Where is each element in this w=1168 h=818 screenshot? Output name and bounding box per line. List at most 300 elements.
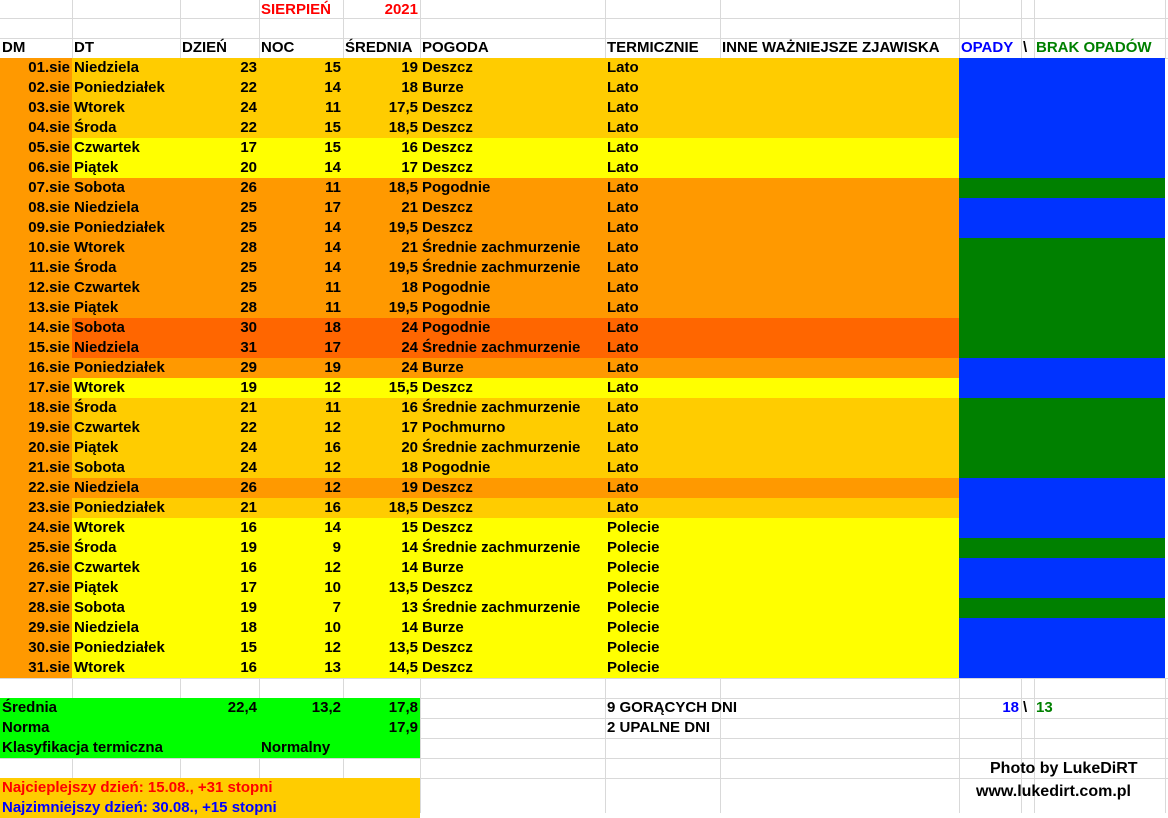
- cell-avg: 17: [343, 158, 420, 178]
- cell-dt: Czwartek: [72, 558, 180, 578]
- cell-night: 10: [259, 618, 343, 638]
- cell-night: 12: [259, 378, 343, 398]
- cell-avg: 16: [343, 398, 420, 418]
- cell-dm: 17.sie: [0, 378, 72, 398]
- cell-thermal: Lato: [605, 158, 720, 178]
- cell-dt: Piątek: [72, 158, 180, 178]
- cell-day: 21: [180, 398, 259, 418]
- cell-thermal: Lato: [605, 198, 720, 218]
- cell-thermal: Lato: [605, 58, 720, 78]
- rain-marker: [959, 478, 1165, 498]
- cell-day: 31: [180, 338, 259, 358]
- cell-thermal: Lato: [605, 358, 720, 378]
- cell-other: [720, 238, 959, 258]
- cell-night: 14: [259, 158, 343, 178]
- cell-day: 28: [180, 298, 259, 318]
- cell-thermal: Polecie: [605, 538, 720, 558]
- cell-avg: 19: [343, 478, 420, 498]
- rain-marker: [959, 158, 1165, 178]
- cell-other: [720, 118, 959, 138]
- cell-day: 16: [180, 658, 259, 678]
- cell-weather: Pogodnie: [420, 278, 605, 298]
- cell-night: 9: [259, 538, 343, 558]
- cell-dm: 25.sie: [0, 538, 72, 558]
- header-avg: ŚREDNIA: [345, 39, 413, 56]
- cell-night: 14: [259, 258, 343, 278]
- hot-days: 9 GORĄCYCH DNI: [607, 699, 738, 716]
- cell-other: [720, 418, 959, 438]
- no-rain-marker: [959, 338, 1165, 358]
- cell-thermal: Lato: [605, 418, 720, 438]
- cell-weather: Burze: [420, 618, 605, 638]
- cell-thermal: Lato: [605, 218, 720, 238]
- cell-weather: Średnie zachmurzenie: [420, 238, 605, 258]
- cell-dm: 26.sie: [0, 558, 72, 578]
- cell-other: [720, 158, 959, 178]
- cell-dt: Niedziela: [72, 618, 180, 638]
- month-title: SIERPIEŃ: [261, 1, 332, 18]
- norain-count: 13: [1036, 699, 1053, 716]
- cell-day: 21: [180, 498, 259, 518]
- warmest-day: Najcieplejszy dzień: 15.08., +31 stopni: [0, 778, 420, 798]
- header-other: INNE WAŻNIEJSZE ZJAWISKA: [722, 39, 940, 56]
- cell-night: 11: [259, 178, 343, 198]
- cell-night: 10: [259, 578, 343, 598]
- cell-day: 16: [180, 518, 259, 538]
- cell-other: [720, 558, 959, 578]
- cell-day: 22: [180, 118, 259, 138]
- rain-marker: [959, 78, 1165, 98]
- cell-dm: 24.sie: [0, 518, 72, 538]
- cell-dm: 29.sie: [0, 618, 72, 638]
- cell-other: [720, 578, 959, 598]
- cell-other: [720, 438, 959, 458]
- cell-other: [720, 378, 959, 398]
- cell-dm: 27.sie: [0, 578, 72, 598]
- rain-marker: [959, 578, 1165, 598]
- cell-other: [720, 358, 959, 378]
- cell-day: 24: [180, 458, 259, 478]
- cell-weather: Deszcz: [420, 218, 605, 238]
- no-rain-marker: [959, 418, 1165, 438]
- cell-day: 19: [180, 538, 259, 558]
- no-rain-marker: [959, 398, 1165, 418]
- cell-night: 14: [259, 238, 343, 258]
- cell-other: [720, 78, 959, 98]
- cell-day: 24: [180, 438, 259, 458]
- cell-avg: 18,5: [343, 118, 420, 138]
- cell-night: 17: [259, 198, 343, 218]
- cell-other: [720, 618, 959, 638]
- grid-line: [0, 18, 1168, 19]
- cell-weather: Pogodnie: [420, 298, 605, 318]
- cell-weather: Pogodnie: [420, 458, 605, 478]
- cell-avg: 18: [343, 458, 420, 478]
- cell-night: 13: [259, 658, 343, 678]
- cell-day: 19: [180, 598, 259, 618]
- cell-dt: Poniedziałek: [72, 638, 180, 658]
- header-sep: \: [1023, 39, 1028, 56]
- no-rain-marker: [959, 538, 1165, 558]
- header-weather: POGODA: [422, 39, 489, 56]
- avg-day: 22,4: [180, 698, 259, 718]
- cell-day: 25: [180, 258, 259, 278]
- cell-day: 18: [180, 618, 259, 638]
- cell-dt: Środa: [72, 398, 180, 418]
- cell-weather: Średnie zachmurzenie: [420, 598, 605, 618]
- cell-other: [720, 178, 959, 198]
- cell-dm: 10.sie: [0, 238, 72, 258]
- cell-weather: Burze: [420, 358, 605, 378]
- cell-other: [720, 218, 959, 238]
- cell-other: [720, 658, 959, 678]
- cell-dt: Wtorek: [72, 518, 180, 538]
- cell-dm: 01.sie: [0, 58, 72, 78]
- cell-day: 29: [180, 358, 259, 378]
- rain-marker: [959, 358, 1165, 378]
- no-rain-marker: [959, 598, 1165, 618]
- cell-day: 15: [180, 638, 259, 658]
- cell-weather: Burze: [420, 558, 605, 578]
- cell-dm: 15.sie: [0, 338, 72, 358]
- cell-weather: Burze: [420, 78, 605, 98]
- cell-weather: Deszcz: [420, 378, 605, 398]
- cell-avg: 16: [343, 138, 420, 158]
- cell-thermal: Lato: [605, 298, 720, 318]
- cell-dm: 23.sie: [0, 498, 72, 518]
- cell-dt: Wtorek: [72, 98, 180, 118]
- no-rain-marker: [959, 238, 1165, 258]
- cell-dt: Czwartek: [72, 138, 180, 158]
- cell-thermal: Lato: [605, 318, 720, 338]
- cell-avg: 17: [343, 418, 420, 438]
- cell-night: 11: [259, 298, 343, 318]
- norm-label: Norma: [0, 718, 343, 738]
- cell-other: [720, 538, 959, 558]
- cell-thermal: Lato: [605, 398, 720, 418]
- cell-dt: Poniedziałek: [72, 218, 180, 238]
- cell-thermal: Polecie: [605, 558, 720, 578]
- cell-dm: 03.sie: [0, 98, 72, 118]
- cell-dm: 21.sie: [0, 458, 72, 478]
- cell-thermal: Lato: [605, 178, 720, 198]
- cell-other: [720, 138, 959, 158]
- cell-thermal: Polecie: [605, 638, 720, 658]
- cell-dm: 11.sie: [0, 258, 72, 278]
- no-rain-marker: [959, 458, 1165, 478]
- cell-avg: 15,5: [343, 378, 420, 398]
- rain-marker: [959, 378, 1165, 398]
- cell-day: 17: [180, 578, 259, 598]
- no-rain-marker: [959, 258, 1165, 278]
- cell-night: 11: [259, 98, 343, 118]
- cell-night: 14: [259, 218, 343, 238]
- cell-avg: 14: [343, 558, 420, 578]
- cell-other: [720, 278, 959, 298]
- cell-avg: 19,5: [343, 298, 420, 318]
- cell-dt: Niedziela: [72, 58, 180, 78]
- cell-weather: Deszcz: [420, 578, 605, 598]
- cell-other: [720, 518, 959, 538]
- cell-weather: Deszcz: [420, 98, 605, 118]
- class-label: Klasyfikacja termiczna: [0, 738, 259, 758]
- cell-other: [720, 258, 959, 278]
- cell-dm: 09.sie: [0, 218, 72, 238]
- cell-thermal: Lato: [605, 78, 720, 98]
- cell-avg: 14,5: [343, 658, 420, 678]
- cell-dm: 04.sie: [0, 118, 72, 138]
- cell-avg: 18,5: [343, 498, 420, 518]
- cell-dt: Środa: [72, 538, 180, 558]
- cell-other: [720, 498, 959, 518]
- rain-marker: [959, 638, 1165, 658]
- cell-avg: 15: [343, 518, 420, 538]
- cell-day: 23: [180, 58, 259, 78]
- cell-dt: Poniedziałek: [72, 78, 180, 98]
- scorching-days: 2 UPALNE DNI: [607, 719, 711, 736]
- cell-dt: Czwartek: [72, 278, 180, 298]
- cell-avg: 24: [343, 358, 420, 378]
- cell-thermal: Lato: [605, 278, 720, 298]
- cell-weather: Deszcz: [420, 518, 605, 538]
- cell-night: 18: [259, 318, 343, 338]
- cell-weather: Średnie zachmurzenie: [420, 538, 605, 558]
- cell-night: 19: [259, 358, 343, 378]
- cell-day: 20: [180, 158, 259, 178]
- cell-night: 16: [259, 438, 343, 458]
- cell-other: [720, 638, 959, 658]
- cell-avg: 18,5: [343, 178, 420, 198]
- cell-dm: 14.sie: [0, 318, 72, 338]
- cell-dt: Poniedziałek: [72, 498, 180, 518]
- cell-dt: Piątek: [72, 578, 180, 598]
- cell-day: 22: [180, 418, 259, 438]
- cell-dt: Wtorek: [72, 238, 180, 258]
- cell-dm: 05.sie: [0, 138, 72, 158]
- cell-thermal: Lato: [605, 378, 720, 398]
- cell-day: 26: [180, 478, 259, 498]
- cell-night: 11: [259, 398, 343, 418]
- header-norain: BRAK OPADÓW: [1036, 39, 1152, 56]
- cell-dt: Wtorek: [72, 658, 180, 678]
- cell-avg: 13: [343, 598, 420, 618]
- cell-dt: Sobota: [72, 318, 180, 338]
- cell-other: [720, 198, 959, 218]
- cell-dm: 22.sie: [0, 478, 72, 498]
- rain-marker: [959, 518, 1165, 538]
- cell-day: 17: [180, 138, 259, 158]
- cell-night: 14: [259, 518, 343, 538]
- cell-thermal: Polecie: [605, 598, 720, 618]
- cell-dm: 31.sie: [0, 658, 72, 678]
- cell-dt: Środa: [72, 258, 180, 278]
- cell-day: 24: [180, 98, 259, 118]
- cell-day: 25: [180, 278, 259, 298]
- rain-marker: [959, 118, 1165, 138]
- cell-dm: 20.sie: [0, 438, 72, 458]
- cell-night: 7: [259, 598, 343, 618]
- cell-dm: 02.sie: [0, 78, 72, 98]
- cell-night: 12: [259, 478, 343, 498]
- cell-thermal: Lato: [605, 138, 720, 158]
- cell-day: 22: [180, 78, 259, 98]
- cell-dt: Sobota: [72, 178, 180, 198]
- cell-avg: 14: [343, 538, 420, 558]
- cell-avg: 19: [343, 58, 420, 78]
- cell-day: 16: [180, 558, 259, 578]
- no-rain-marker: [959, 178, 1165, 198]
- rain-marker: [959, 658, 1165, 678]
- cell-dt: Niedziela: [72, 198, 180, 218]
- cell-day: 26: [180, 178, 259, 198]
- cell-night: 17: [259, 338, 343, 358]
- cell-avg: 17,5: [343, 98, 420, 118]
- cell-thermal: Polecie: [605, 658, 720, 678]
- cell-avg: 19,5: [343, 218, 420, 238]
- cell-thermal: Polecie: [605, 618, 720, 638]
- cell-dt: Sobota: [72, 458, 180, 478]
- cell-weather: Deszcz: [420, 138, 605, 158]
- cell-thermal: Lato: [605, 118, 720, 138]
- cell-night: 16: [259, 498, 343, 518]
- rain-marker: [959, 98, 1165, 118]
- cell-day: 25: [180, 218, 259, 238]
- cell-other: [720, 318, 959, 338]
- cell-day: 25: [180, 198, 259, 218]
- cell-thermal: Lato: [605, 238, 720, 258]
- no-rain-marker: [959, 318, 1165, 338]
- cell-other: [720, 458, 959, 478]
- cell-avg: 21: [343, 198, 420, 218]
- cell-dt: Piątek: [72, 438, 180, 458]
- cell-night: 12: [259, 418, 343, 438]
- header-night: NOC: [261, 39, 295, 56]
- rain-count: 18: [1002, 699, 1019, 716]
- cell-avg: 18: [343, 78, 420, 98]
- cell-dm: 06.sie: [0, 158, 72, 178]
- cell-other: [720, 398, 959, 418]
- cell-night: 15: [259, 118, 343, 138]
- cell-weather: Deszcz: [420, 638, 605, 658]
- rain-marker: [959, 198, 1165, 218]
- no-rain-marker: [959, 298, 1165, 318]
- cell-dm: 16.sie: [0, 358, 72, 378]
- cell-weather: Średnie zachmurzenie: [420, 438, 605, 458]
- cell-night: 12: [259, 638, 343, 658]
- cell-dt: Sobota: [72, 598, 180, 618]
- cell-weather: Deszcz: [420, 658, 605, 678]
- cell-dm: 18.sie: [0, 398, 72, 418]
- no-rain-marker: [959, 438, 1165, 458]
- cell-weather: Deszcz: [420, 498, 605, 518]
- cell-thermal: Lato: [605, 498, 720, 518]
- cell-weather: Deszcz: [420, 58, 605, 78]
- cell-dt: Wtorek: [72, 378, 180, 398]
- cell-other: [720, 298, 959, 318]
- cell-night: 15: [259, 58, 343, 78]
- year-title: 2021: [384, 1, 418, 18]
- cell-dt: Środa: [72, 118, 180, 138]
- header-day: DZIEŃ: [182, 39, 227, 56]
- cell-thermal: Polecie: [605, 578, 720, 598]
- avg-label: Średnia: [0, 698, 180, 718]
- cell-weather: Pochmurno: [420, 418, 605, 438]
- cell-dt: Czwartek: [72, 418, 180, 438]
- rain-marker: [959, 498, 1165, 518]
- cell-night: 12: [259, 458, 343, 478]
- cell-night: 11: [259, 278, 343, 298]
- cell-day: 30: [180, 318, 259, 338]
- cell-avg: 18: [343, 278, 420, 298]
- count-sep: \: [1023, 699, 1028, 716]
- credit-url[interactable]: www.lukedirt.com.pl: [976, 783, 1131, 800]
- cell-dt: Niedziela: [72, 338, 180, 358]
- cell-dt: Poniedziałek: [72, 358, 180, 378]
- class-value: Normalny: [259, 738, 420, 758]
- cell-thermal: Lato: [605, 478, 720, 498]
- cell-thermal: Polecie: [605, 518, 720, 538]
- grid-line: [420, 678, 421, 813]
- cell-weather: Średnie zachmurzenie: [420, 258, 605, 278]
- rain-marker: [959, 558, 1165, 578]
- cell-thermal: Lato: [605, 258, 720, 278]
- norm-avg: 17,9: [343, 718, 420, 738]
- cell-night: 15: [259, 138, 343, 158]
- cell-other: [720, 98, 959, 118]
- cell-night: 12: [259, 558, 343, 578]
- cell-avg: 13,5: [343, 578, 420, 598]
- cell-thermal: Lato: [605, 458, 720, 478]
- cell-avg: 21: [343, 238, 420, 258]
- cell-dm: 07.sie: [0, 178, 72, 198]
- cell-dm: 13.sie: [0, 298, 72, 318]
- cell-weather: Deszcz: [420, 118, 605, 138]
- avg-night: 13,2: [259, 698, 343, 718]
- cell-day: 19: [180, 378, 259, 398]
- cell-weather: Deszcz: [420, 158, 605, 178]
- rain-marker: [959, 58, 1165, 78]
- grid-line: [0, 678, 1168, 679]
- cell-thermal: Lato: [605, 438, 720, 458]
- cell-avg: 20: [343, 438, 420, 458]
- cell-dt: Niedziela: [72, 478, 180, 498]
- cell-other: [720, 338, 959, 358]
- cell-weather: Średnie zachmurzenie: [420, 398, 605, 418]
- avg-avg: 17,8: [343, 698, 420, 718]
- photo-credit: Photo by LukeDiRT: [990, 760, 1138, 777]
- header-dt: DT: [74, 39, 94, 56]
- rain-marker: [959, 218, 1165, 238]
- cell-avg: 24: [343, 338, 420, 358]
- cell-thermal: Lato: [605, 338, 720, 358]
- cell-dm: 28.sie: [0, 598, 72, 618]
- rain-marker: [959, 138, 1165, 158]
- cell-avg: 14: [343, 618, 420, 638]
- cell-dm: 19.sie: [0, 418, 72, 438]
- cell-dm: 30.sie: [0, 638, 72, 658]
- cell-weather: Deszcz: [420, 198, 605, 218]
- cell-day: 28: [180, 238, 259, 258]
- cell-dt: Piątek: [72, 298, 180, 318]
- header-dm: DM: [2, 39, 26, 56]
- cell-avg: 13,5: [343, 638, 420, 658]
- cell-dm: 12.sie: [0, 278, 72, 298]
- cell-avg: 24: [343, 318, 420, 338]
- cell-dm: 08.sie: [0, 198, 72, 218]
- cell-weather: Średnie zachmurzenie: [420, 338, 605, 358]
- cell-other: [720, 598, 959, 618]
- cell-thermal: Lato: [605, 98, 720, 118]
